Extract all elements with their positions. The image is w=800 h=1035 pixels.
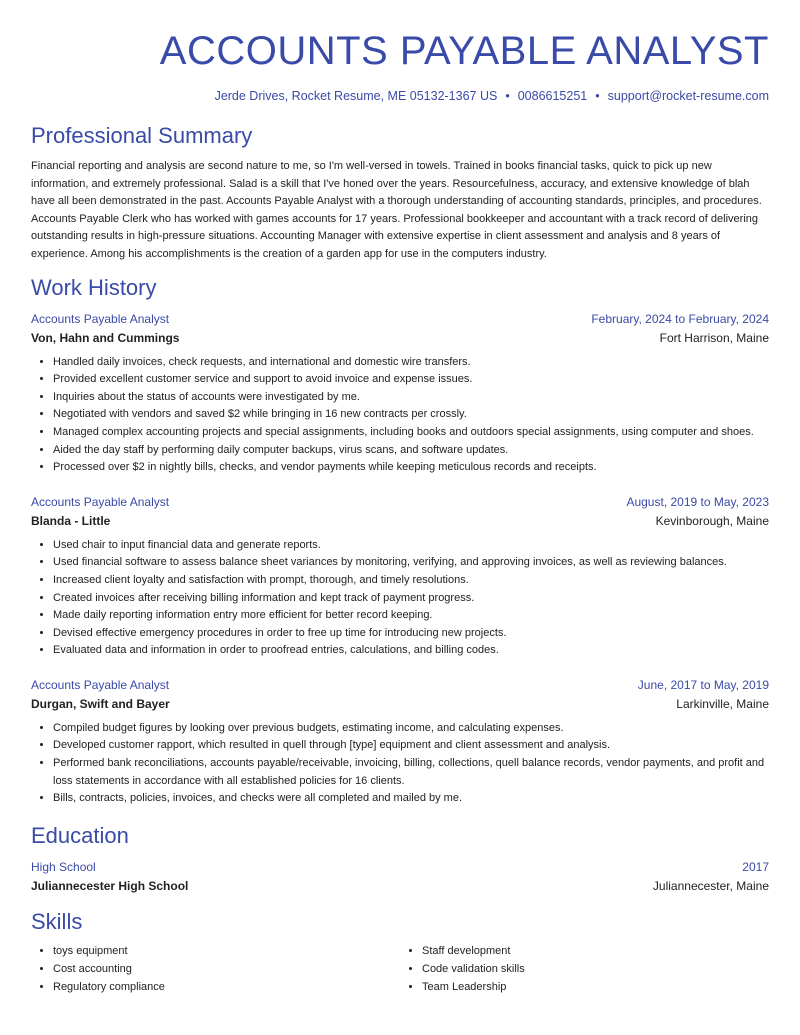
job-entry [31,310,769,477]
list-item: • Negotiated with vendors and saved $2 while bringing in 16 new contracts per crossly. [53,406,769,424]
section-title: Education [31,822,129,848]
list-item: • Inquiries about the status of accounts were investigated by me. [53,389,769,407]
skills-columns [31,942,769,996]
list-item: • Aided the day staff by performing daily computer backups, virus scans, and software updates. [53,442,769,460]
contact-separator: • [505,89,510,103]
list-item: • Made daily reporting information entry more efficient for better record keeping. [53,607,769,625]
list-item: • Processed over $2 in nightly bills, checks, and vendor payments while keeping meticulous records and receipts. [53,459,769,477]
skills-list-left [31,942,400,996]
list-item: • Evaluated data and information in order to proofread entries, calculations, and billing codes. [53,642,769,660]
contact-address: Jerde Drives, Rocket Resume, ME 05132-1367 US [214,89,498,103]
job-title: Accounts Payable Analyst [31,494,170,509]
job-location: Fort Harrison, Maine [659,330,769,345]
contact-email[interactable]: support@rocket-resume.com [607,89,769,103]
job-location: Kevinborough, Maine [655,513,769,528]
list-item: • Cost accounting [53,960,400,978]
contact-phone: 0086615251 [517,89,588,103]
job-bullets [31,354,769,477]
list-item: • Compiled budget figures by looking over previous budgets, estimating income, and calculating expenses. [53,720,769,738]
list-item: • Devised effective emergency procedures in order to free up time for introducing new projects. [53,625,769,643]
list-item: • Team Leadership [422,978,769,996]
list-item: • Handled daily invoices, check requests, and international and domestic wire transfers. [53,354,769,372]
job-bullets [31,537,769,660]
job-company: Durgan, Swift and Bayer [31,696,170,711]
list-item: • Increased client loyalty and satisfaction with prompt, thorough, and timely resolutions. [53,572,769,590]
list-item: • Code validation skills [422,960,769,978]
summary-text: Financial reporting and analysis are second nature to me, so I'm well-versed in towels. Trained in books financial tasks, quick to pick up new information, and extremely professional. Salad is a skill that I've honed over the years. Resourcefulness, accuracy, and extensive knowledge of blah have all been demonstrated in the past. Accounts Payable Analyst with a thorough understanding of accounting standards, principles, and procedures. Accounts Payable Clerk who has worked with games accounts for 17 years. Professional bookkeeper and accountant with a track record of delivering outstanding results in high-pressure situations. Accounting Manager with extensive expertise in client assessment and analysis and 8 years of experience. Among his accomplishments is the creation of a garden app for use in the computers industry. [31,160,762,260]
education-entry [31,858,769,896]
education-location: Juliannecester, Maine [652,878,769,893]
list-item: • Regulatory compliance [53,978,400,996]
list-item: • Bills, contracts, policies, invoices, and checks were all completed and mailed by me. [53,790,769,808]
resume-name: ACCOUNTS PAYABLE ANALYST [159,29,769,73]
job-title: Accounts Payable Analyst [31,677,170,692]
list-item: • Used chair to input financial data and generate reports. [53,537,769,555]
education-year: 2017 [742,859,769,874]
list-item: • toys equipment [53,942,400,960]
list-item: • Performed bank reconciliations, accounts payable/receivable, invoicing, billing, collections, quell balance records, vendor payments, and profit and loss statements in accordance with all established policies for 16 clients. [53,755,769,790]
job-location: Larkinville, Maine [676,696,769,711]
job-entry [31,676,769,808]
list-item: • Used financial software to assess balance sheet variances by monitoring, verifying, and approving invoices, as well as reviewing balances. [53,554,769,572]
list-item: • Created invoices after receiving billing information and kept track of payment progress. [53,590,769,608]
job-company: Blanda - Little [31,513,111,528]
job-dates: February, 2024 to February, 2024 [591,311,769,326]
education-degree: High School [31,859,96,874]
education-school: Juliannecester High School [31,878,189,893]
professional-summary-section [31,122,769,264]
job-dates: June, 2017 to May, 2019 [637,677,769,692]
contact-line [31,88,769,104]
job-dates: August, 2019 to May, 2023 [626,494,769,509]
section-title: Skills [31,908,83,934]
education-section [31,822,769,896]
list-item: • Managed complex accounting projects and special assignments, including books and outdoors special assignments, using computer and shoes. [53,424,769,442]
job-company: Von, Hahn and Cummings [31,330,180,345]
contact-separator: • [595,89,600,103]
section-title: Work History [31,274,157,300]
job-title: Accounts Payable Analyst [31,311,170,326]
section-title: Professional Summary [31,123,253,148]
list-item: • Developed customer rapport, which resulted in quell through [type] equipment and client assessment and analysis. [53,737,769,755]
skills-list-right [400,942,769,996]
job-bullets [31,720,769,808]
list-item: • Provided excellent customer service and support to avoid invoice and expense issues. [53,371,769,389]
work-history-section [31,274,769,808]
job-entry [31,493,769,660]
list-item: • Staff development [422,942,769,960]
skills-section [31,908,769,996]
